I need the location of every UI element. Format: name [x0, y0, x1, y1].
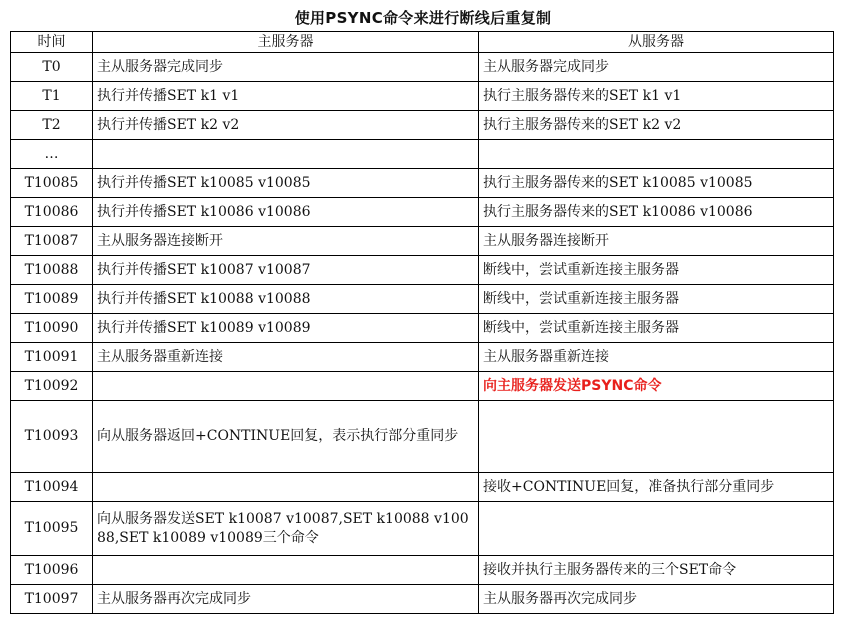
- table-row: [11, 285, 834, 314]
- time-cell: T10089: [11, 285, 93, 314]
- master-cell: [93, 556, 479, 585]
- master-cell: 执行并传播SET k1 v1: [93, 82, 479, 111]
- header-time: 时间: [11, 32, 93, 53]
- table-row: [11, 585, 834, 614]
- master-cell: [93, 473, 479, 502]
- table-row: [11, 140, 834, 169]
- header-slave: 从服务器: [479, 32, 834, 53]
- master-cell: 执行并传播SET k10088 v10088: [93, 285, 479, 314]
- master-cell: 执行并传播SET k10085 v10085: [93, 169, 479, 198]
- slave-cell: 主从服务器连接断开: [479, 227, 834, 256]
- table-row: [11, 256, 834, 285]
- time-cell: T10091: [11, 343, 93, 372]
- time-cell: T1: [11, 82, 93, 111]
- slave-cell: 执行主服务器传来的SET k10086 v10086: [479, 198, 834, 227]
- table-row: [11, 53, 834, 82]
- table-row: [11, 314, 834, 343]
- master-cell: 向从服务器返回+CONTINUE回复，表示执行部分重同步: [93, 401, 479, 473]
- table-row: [11, 169, 834, 198]
- slave-cell: [479, 140, 834, 169]
- slave-cell-highlight: 向主服务器发送PSYNC命令: [479, 372, 834, 401]
- master-cell: 向从服务器发送SET k10087 v10087,SET k10088 v10088,SET k10089 v10089三个命令: [93, 502, 479, 556]
- master-cell: 主从服务器重新连接: [93, 343, 479, 372]
- master-cell: 执行并传播SET k2 v2: [93, 111, 479, 140]
- master-cell: 主从服务器完成同步: [93, 53, 479, 82]
- time-cell: T10088: [11, 256, 93, 285]
- slave-cell: [479, 502, 834, 556]
- time-cell: T10087: [11, 227, 93, 256]
- time-cell: T10085: [11, 169, 93, 198]
- table-row: [11, 111, 834, 140]
- header-master: 主服务器: [93, 32, 479, 53]
- slave-cell: 接收+CONTINUE回复，准备执行部分重同步: [479, 473, 834, 502]
- table-row: [11, 343, 834, 372]
- time-cell: T10097: [11, 585, 93, 614]
- time-cell: T10086: [11, 198, 93, 227]
- time-cell: T10095: [11, 502, 93, 556]
- slave-cell: 执行主服务器传来的SET k2 v2: [479, 111, 834, 140]
- slave-cell: 主从服务器再次完成同步: [479, 585, 834, 614]
- table-title: 使用PSYNC命令来进行断线后重复制: [294, 9, 552, 27]
- table-row: [11, 82, 834, 111]
- header-row: [11, 32, 834, 53]
- time-cell: T10094: [11, 473, 93, 502]
- master-cell: [93, 372, 479, 401]
- master-cell: 主从服务器再次完成同步: [93, 585, 479, 614]
- table-row: [11, 473, 834, 502]
- slave-cell: 执行主服务器传来的SET k1 v1: [479, 82, 834, 111]
- table-row: [11, 372, 834, 401]
- time-cell: T10090: [11, 314, 93, 343]
- master-cell: 执行并传播SET k10089 v10089: [93, 314, 479, 343]
- time-cell: T0: [11, 53, 93, 82]
- master-cell: 主从服务器连接断开: [93, 227, 479, 256]
- replication-timeline-table: [10, 31, 834, 614]
- table-row: [11, 401, 834, 473]
- time-cell: T10096: [11, 556, 93, 585]
- master-cell: 执行并传播SET k10087 v10087: [93, 256, 479, 285]
- master-cell: 执行并传播SET k10086 v10086: [93, 198, 479, 227]
- table-row: [11, 198, 834, 227]
- table-row: [11, 502, 834, 556]
- slave-cell: 接收并执行主服务器传来的三个SET命令: [479, 556, 834, 585]
- slave-cell: 主从服务器完成同步: [479, 53, 834, 82]
- slave-cell: 主从服务器重新连接: [479, 343, 834, 372]
- slave-cell: 断线中，尝试重新连接主服务器: [479, 256, 834, 285]
- time-cell: T2: [11, 111, 93, 140]
- slave-cell: [479, 401, 834, 473]
- time-cell: T10092: [11, 372, 93, 401]
- time-cell: …: [11, 140, 93, 169]
- table-row: [11, 556, 834, 585]
- slave-cell: 执行主服务器传来的SET k10085 v10085: [479, 169, 834, 198]
- slave-cell: 断线中，尝试重新连接主服务器: [479, 314, 834, 343]
- table-row: [11, 227, 834, 256]
- slave-cell: 断线中，尝试重新连接主服务器: [479, 285, 834, 314]
- master-cell: [93, 140, 479, 169]
- time-cell: T10093: [11, 401, 93, 473]
